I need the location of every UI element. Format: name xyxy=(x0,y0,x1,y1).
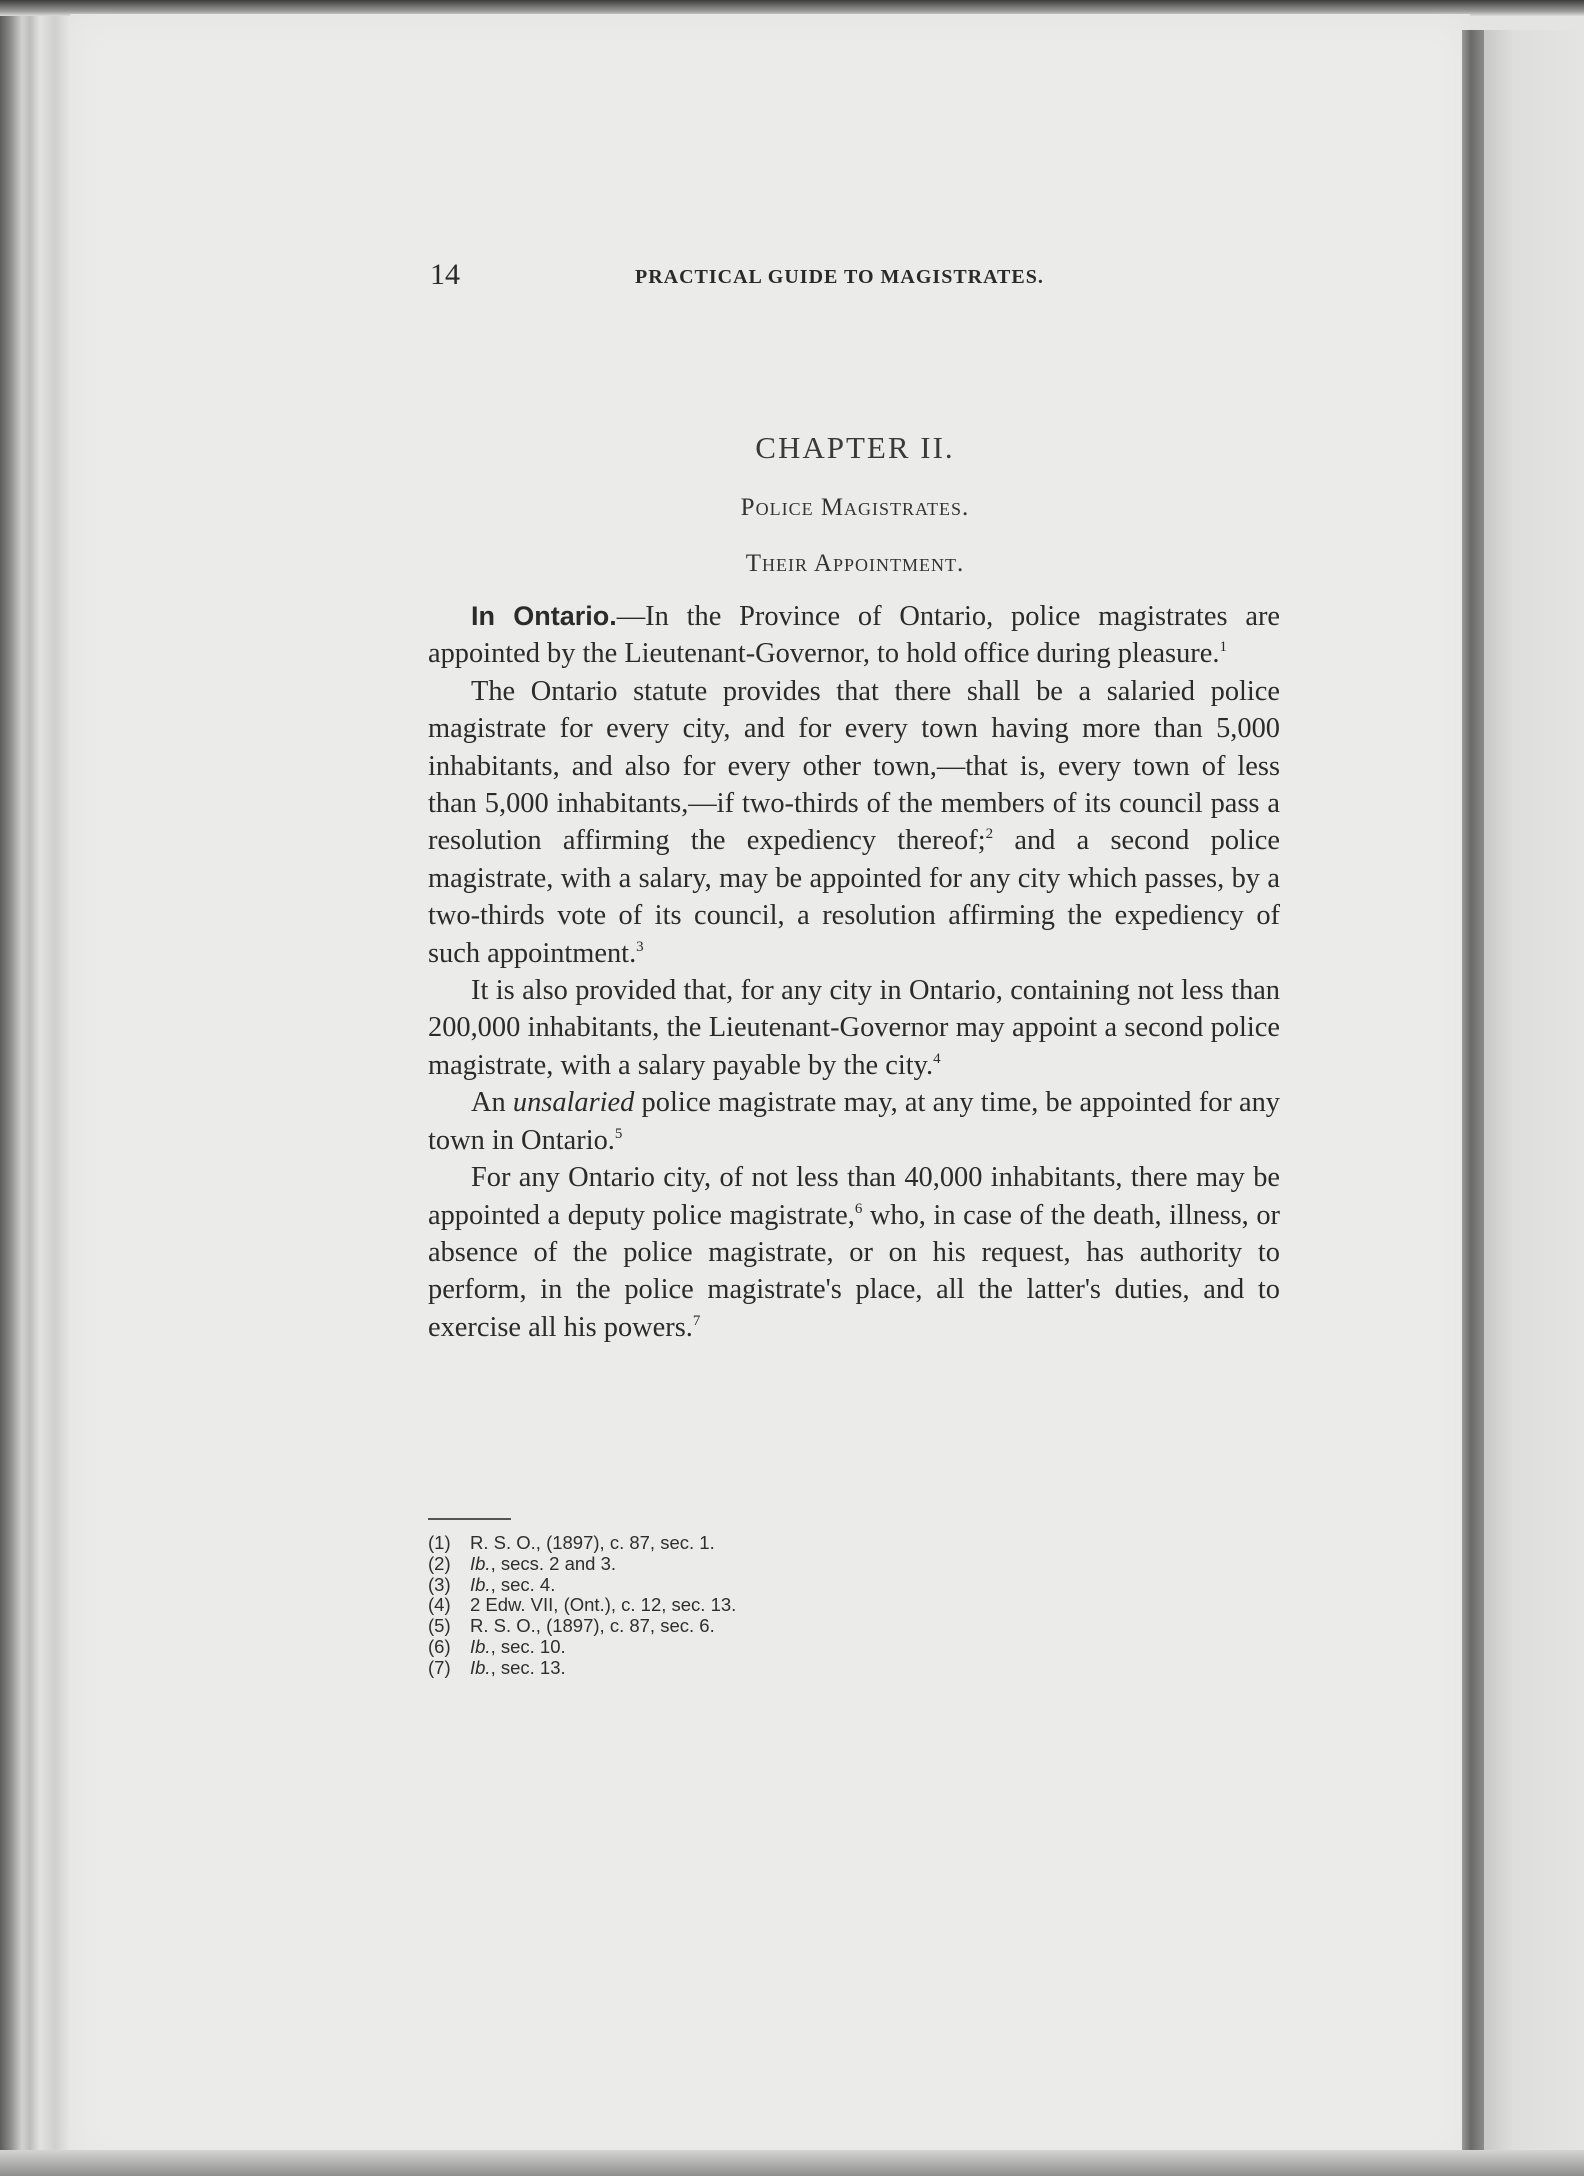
body-text xyxy=(428,598,1280,1346)
footnote-ibid: Ib. xyxy=(470,1573,491,1595)
paragraph-text: who, in case of the death, illness, or absence of the police magistrate, or on his request, has authority to perform, in the police magistrate's place, all the latter's duties, and to exercise all his powers. xyxy=(428,1199,1280,1343)
footnote-number: (5) xyxy=(428,1615,451,1637)
paragraph xyxy=(428,598,1280,673)
paragraph-text: An xyxy=(471,1087,513,1119)
footnote-text: R. S. O., (1897), c. 87, sec. 1. xyxy=(470,1532,715,1553)
paragraph-text: The Ontario statute provides that there shall be a salaried police magistrate for every city, and for every town having more than 5,000 inhabitants, and also for every other town,—that is, every town of less than 5,000 inhabitants,—if two-thirds of the members of its council pass a resolution affirming the expediency thereof; xyxy=(428,675,1280,857)
page-number: 14 xyxy=(430,258,460,291)
footnote-ref: 2 xyxy=(985,826,994,843)
footnote-number: (7) xyxy=(428,1656,451,1678)
paragraph xyxy=(428,972,1280,1084)
footnotes xyxy=(428,1533,1128,1679)
footnote-text: , sec. 13. xyxy=(490,1656,566,1678)
footnote-number: (2) xyxy=(428,1552,451,1574)
paragraph xyxy=(428,1084,1280,1159)
footnote-ref: 4 xyxy=(933,1050,941,1067)
footnote-text: , sec. 4. xyxy=(490,1573,556,1595)
paragraph-text: police magistrate may, at any time, be appointed for any town in Ontario. xyxy=(428,1087,1280,1156)
footnote-text: 2 Edw. VII, (Ont.), c. 12, sec. 13. xyxy=(470,1594,737,1616)
footnote-ref: 5 xyxy=(614,1125,623,1142)
footnote-ref: 3 xyxy=(636,938,644,955)
footnote xyxy=(428,1637,1128,1658)
footnote xyxy=(428,1575,1128,1596)
footnote xyxy=(428,1533,1128,1554)
footnote xyxy=(428,1554,1128,1575)
footnote-number: (4) xyxy=(428,1594,451,1616)
footnote-ibid: Ib. xyxy=(470,1635,491,1657)
subsection-heading: Their Appointment. xyxy=(745,550,965,577)
footnote-text: , sec. 10. xyxy=(490,1635,566,1657)
footnote-ref: 1 xyxy=(1219,639,1227,656)
footnote-text: R. S. O., (1897), c. 87, sec. 6. xyxy=(470,1615,715,1637)
book-bottom-edge xyxy=(0,2150,1584,2176)
section-heading: Police Magistrates. xyxy=(740,494,970,521)
footnote-ref: 6 xyxy=(854,1200,863,1217)
footnote xyxy=(428,1658,1128,1679)
paragraph xyxy=(428,673,1280,972)
footnote-text: , secs. 2 and 3. xyxy=(490,1552,617,1574)
footnote-ibid: Ib. xyxy=(470,1656,491,1678)
running-title: PRACTICAL GUIDE TO MAGISTRATES. xyxy=(635,266,1044,288)
side-heading: In Ontario. xyxy=(471,601,617,631)
footnote-number: (1) xyxy=(428,1532,451,1553)
footnote-ref: 7 xyxy=(692,1312,701,1329)
footnote-rule xyxy=(428,1518,511,1520)
footnote xyxy=(428,1595,1128,1616)
paragraph-text: —In the Province of Ontario, police magistrates are appointed by the Lieutenant-Governor, to hold office during pleasure. xyxy=(428,601,1280,670)
footnote xyxy=(428,1616,1128,1637)
paragraph xyxy=(428,1159,1280,1346)
paragraph-text: For any Ontario city, of not less than 40,000 inhabitants, there may be appointed a deputy police magistrate, xyxy=(428,1162,1280,1231)
paragraph-text: It is also provided that, for any city in Ontario, containing not less than 200,000 inhabitants, the Lieutenant-Governor may appoint a second police magistrate, with a salary payable by the city. xyxy=(428,975,1280,1081)
italic-term: unsalaried xyxy=(512,1087,635,1119)
book-gutter xyxy=(1462,30,1484,2176)
footnote-number: (6) xyxy=(428,1635,451,1657)
footnote-ibid: Ib. xyxy=(470,1552,491,1574)
facing-page-edge xyxy=(1484,30,1584,2176)
paragraph-text: and a second police magistrate, with a salary, may be appointed for any city which passes, by a two-thirds vote of its council, a resolution affirming the expediency of such appointment. xyxy=(428,825,1280,969)
chapter-heading: CHAPTER II. xyxy=(755,430,955,465)
footnote-number: (3) xyxy=(428,1573,451,1595)
